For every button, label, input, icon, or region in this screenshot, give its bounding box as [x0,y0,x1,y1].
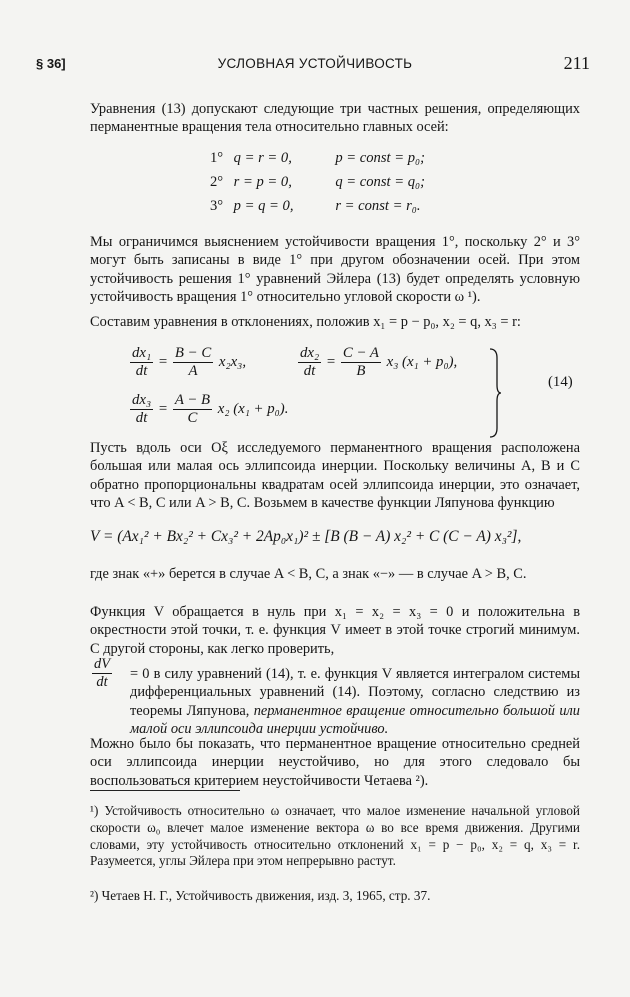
eq2-coef-num: C − A [342,345,379,361]
paragraph-ellipsoid: Пусть вдоль оси Oξ исследуемого перманентного вращения расположена большая или малая ось эллипсоида инерции. Поскольку величины A, B и C обратно пропорциональны квадратам осей эллипсоида инерции, это означает, что A < B, C или A > B, C. Возьмем в качестве функции Ляпунова функцию [90,440,580,512]
footnote-2: ²) Четаев Н. Г., Устойчивость движения, изд. 3, 1965, стр. 37. [90,888,431,903]
eq2-coef-den: B [356,363,366,379]
solution-3-value: r = const = r₀. [335,198,421,214]
equation-dx3: $\frac{\text{dx₃}}{dt}$ = $\frac{A - B}{C}$ x₂ (x₁ + p₀). [132,392,289,426]
dv-dt-fraction [90,656,114,691]
section-marker: § 36] [36,56,66,71]
solution-1-condition: q = r = 0, [233,150,292,166]
eq2-rhs: x₃ (x₁ + p₀), [386,353,458,370]
eq2-lhs-num: dx₂ [300,345,320,361]
solution-3 [210,198,421,215]
paragraph-intro: Уравнения (13) допускают следующие три частных решения, определяющих перманентные вращения тела относительно главных осей: [90,101,580,136]
paragraph-integral: = 0 в силу уравнений (14), т. е. функция V является интегралом системы дифференциальных уравнений (14). Поэтому, согласно следствию из теоремы Ляпунова, [130,666,580,719]
solution-2-condition: r = p = 0, [233,174,292,190]
paragraph-integral-line [130,665,580,739]
eq3-coef-den: C [187,410,198,426]
eq3-lhs-num: dx₃ [132,392,152,408]
paragraph-minimum: Функция V обращается в нуль при x₁ = x₂ = x₃ = 0 и положительна в окрестности этой точки, т. е. функция V имеет в этой точке строгий минимум. С другой стороны, как легко проверить, [90,604,580,657]
running-title: УСЛОВНАЯ УСТОЙЧИВОСТЬ [217,56,413,71]
right-brace [488,348,502,438]
eq3-rhs: x₂ (x₁ + p₀). [217,400,289,417]
dvdt-den: dt [96,674,108,690]
solution-1-number: 1° [210,150,224,166]
footnote-separator [90,790,240,791]
eq1-rhs: x₂x₃, [218,353,247,370]
paragraph-deviation-equations: Составим уравнения в отклонениях, положив x₁ = p − p₀, x₂ = q, x₃ = r: [90,314,521,330]
paragraph-stability-choice: Мы ограничимся выяснением устойчивости вращения 1°, поскольку 2° и 3° могут быть записаны в виде 1° при другом обозначении осей. При этом устойчивость решения 1° уравнений Эйлера (13) будет определять условную устойчивость вращения 1° относительно угловой скорости ω ¹). [90,234,580,306]
eq2-lhs-den: dt [303,363,316,379]
footnote-1: ¹) Устойчивость относительно ω означает, что малое изменение начальной угловой скорости ω₀ влечет малое изменение вектора ω во все время движения. Другими словами, эту устойчивость относительно отклонений x₁ = p − p₀, x₂ = q, x₃ = r. Разумеется, углы Эйлера при этом непрерывно растут. [90,803,580,869]
stability-conclusion: перманентное вращение относительно большой или малой оси эллипсоида инерции устойчиво. [130,702,580,738]
solution-1 [210,150,425,167]
eq1-lhs-num: dx₁ [132,345,152,361]
page-number: 211 [563,53,590,73]
solution-2-number: 2° [210,174,224,190]
equation-dx2: $\frac{\text{dx₂}}{dt}$ = $\frac{C - A}{B}$ x₃ (x₁ + p₀), [300,345,458,379]
solution-1-value: p = const = p₀; [335,150,425,166]
solution-3-number: 3° [210,198,224,214]
eq1-coef-den: A [188,363,198,379]
eq3-lhs-den: dt [135,410,148,426]
solution-3-condition: p = q = 0, [233,198,294,214]
eq1-coef-num: B − C [174,345,212,361]
dvdt-num: dV [94,656,110,672]
solution-2-value: q = const = q₀; [335,174,425,190]
paragraph-sign-cases: где знак «+» берется в случае A < B, C, а знак «−» — в случае A > B, C. [90,566,527,582]
lyapunov-function: V = (Ax₁² + Bx₂² + Cx₃² + 2Ap₀x₁)² ± [B (B − A) x₂² + C (C − A) x₃²], [90,528,522,545]
eq3-coef-num: A − B [174,392,211,408]
solution-2 [210,174,425,191]
paragraph-chetaev: Можно было бы показать, что перманентное вращение относительно средней оси эллипсоида инерции неустойчиво, но для этого следовало бы воспользоваться критерием неустойчивости Четаева ²). [90,736,580,789]
equation-number-14: (14) [548,374,573,390]
eq1-lhs-den: dt [135,363,148,379]
equation-dx1: $\frac{\text{dx₁}}{dt}$ = $\frac{B - C}{A}$ x₂x₃, [132,345,247,379]
